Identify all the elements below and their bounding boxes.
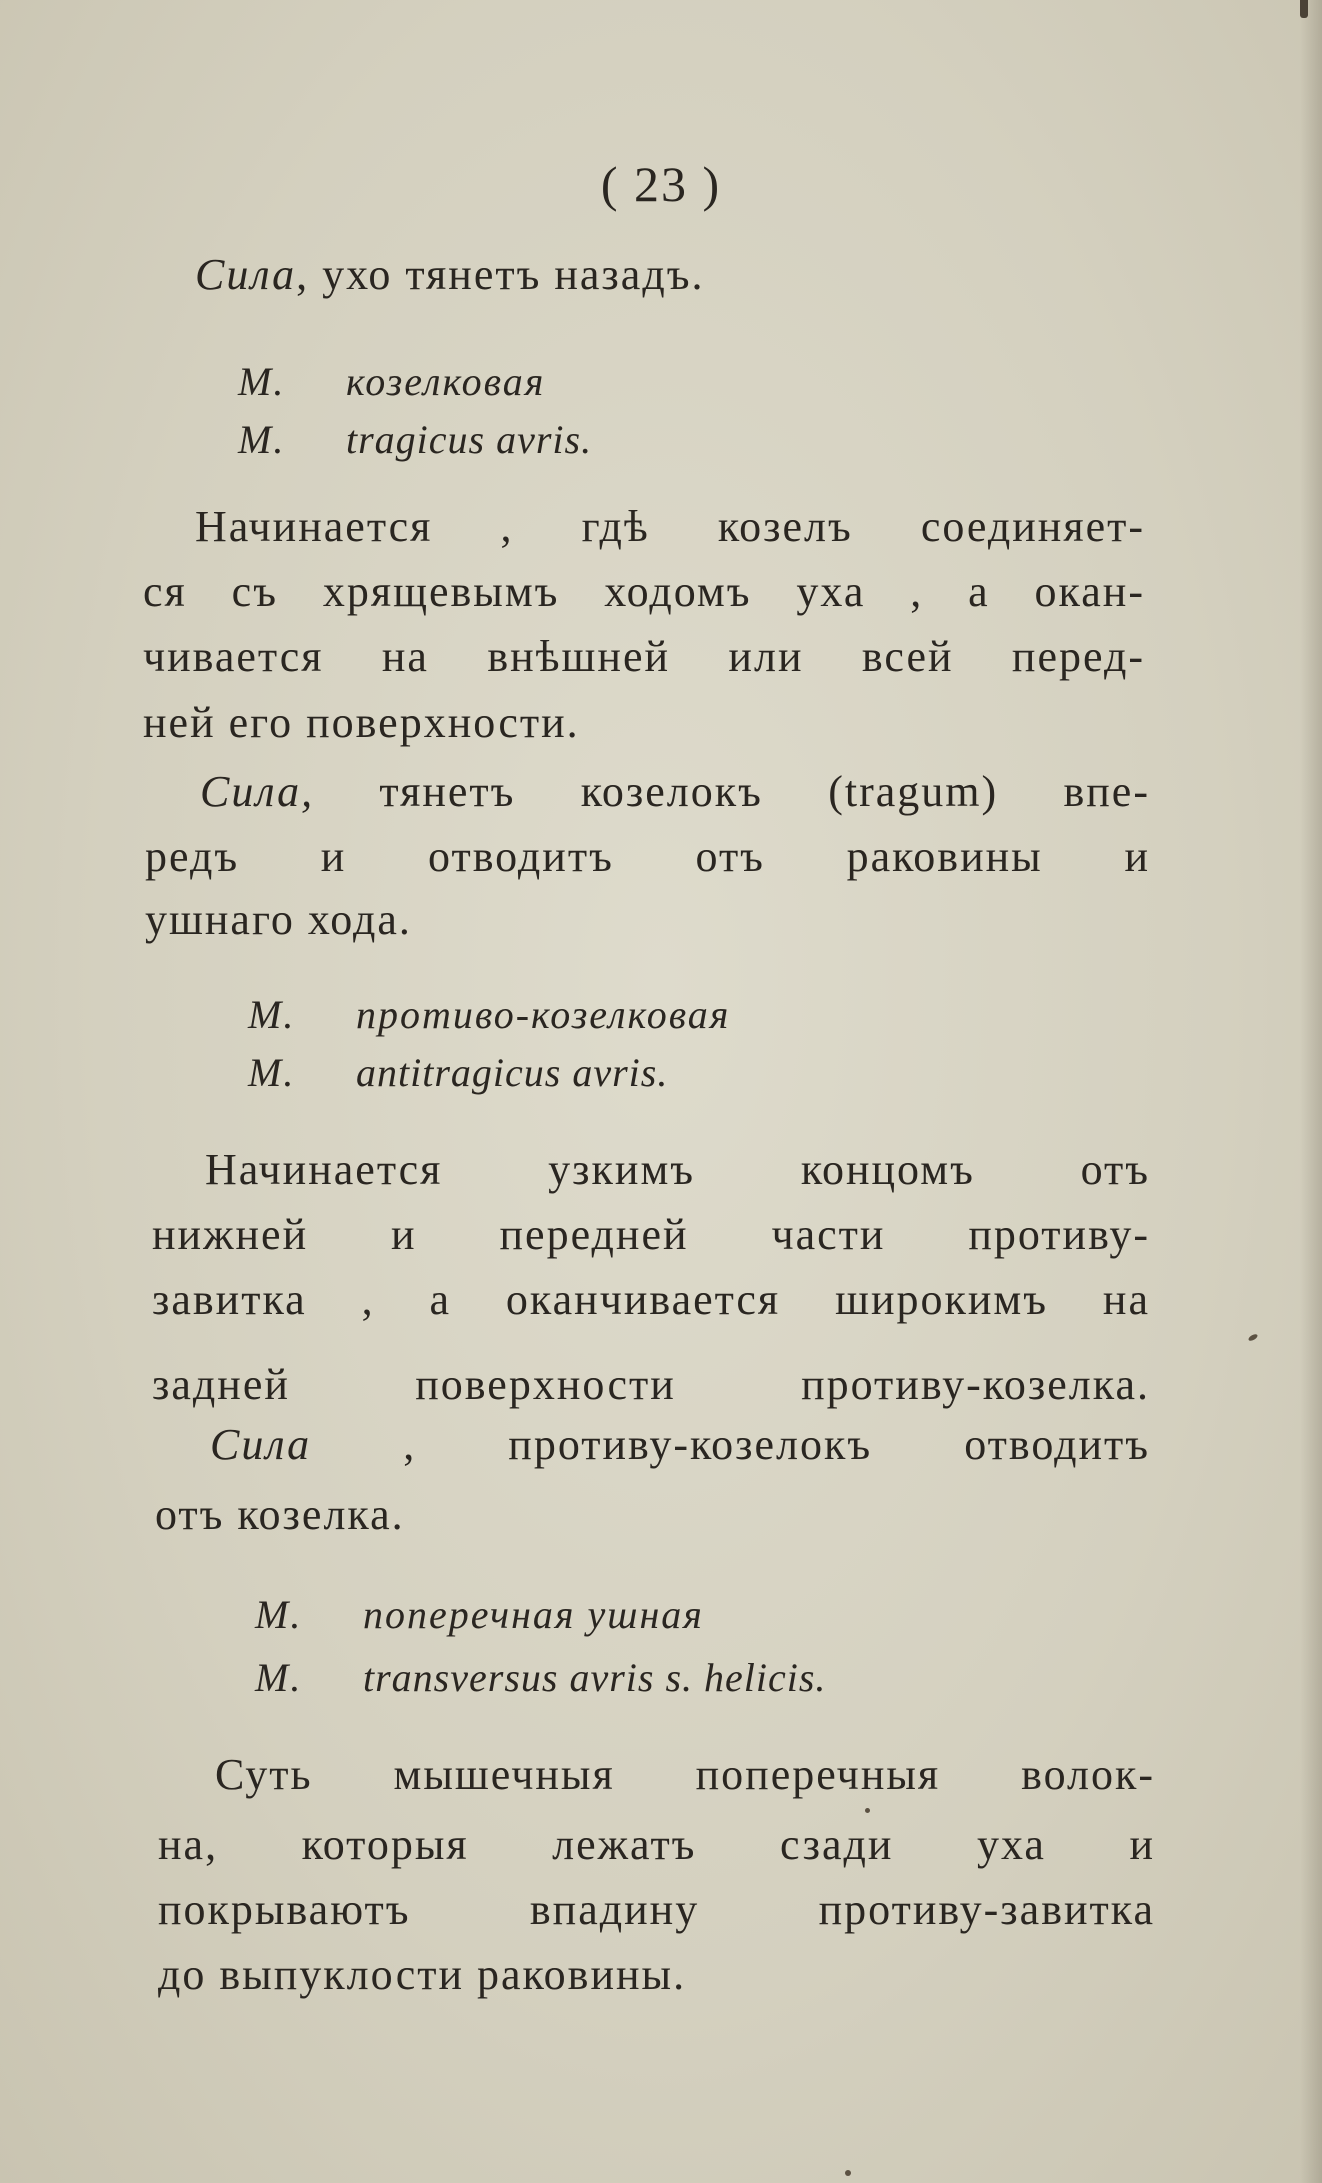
paper-speck bbox=[865, 1808, 870, 1813]
emphasis-word: Сила bbox=[195, 250, 297, 299]
text-line: ушнаго хода. bbox=[145, 895, 412, 944]
text-line: нижней и передней части противу- bbox=[152, 1210, 1150, 1259]
emphasis-word: Сила, bbox=[200, 767, 315, 816]
text-line: Суть мышечныя поперечныя волок- bbox=[215, 1750, 1155, 1799]
paper-speck bbox=[1247, 1333, 1258, 1342]
text-line: чивается на внѣшней или всей перед- bbox=[143, 632, 1145, 681]
muscle-name-ru: M. поперечная ушная bbox=[255, 1592, 704, 1637]
emphasis-word: Сила bbox=[210, 1420, 312, 1469]
text-line: завитка , а оканчивается широкимъ на bbox=[152, 1275, 1150, 1324]
text-line: ся съ хрящевымъ ходомъ уха , а окан- bbox=[143, 567, 1145, 616]
text-line: Сила , противу-козелокъ отводитъ bbox=[210, 1420, 1150, 1469]
binding-mark bbox=[1300, 0, 1308, 18]
text-line: редъ и отводитъ отъ раковины и bbox=[145, 832, 1150, 881]
muscle-name-latin: M. tragicus avris. bbox=[238, 417, 593, 462]
text-line: до выпуклости раковины. bbox=[158, 1950, 687, 1999]
text-line: Начинается , гдѣ козелъ соединяет- bbox=[195, 502, 1145, 551]
paper-speck bbox=[845, 2170, 851, 2176]
text-line: ней его поверхности. bbox=[143, 698, 580, 747]
page-number: ( 23 ) bbox=[600, 156, 722, 212]
muscle-name-latin: M. antitragicus avris. bbox=[248, 1050, 669, 1095]
muscle-name-latin: M. transversus avris s. helicis. bbox=[255, 1655, 827, 1700]
muscle-name-ru: M. противо-козелковая bbox=[248, 992, 731, 1037]
text-line: Начинается узкимъ концомъ отъ bbox=[205, 1145, 1150, 1194]
text-line: покрываютъ впадину противу-завитка bbox=[158, 1885, 1155, 1934]
text-line: Сила, тянетъ козелокъ (tragum) впе- bbox=[200, 767, 1150, 816]
text-line: Сила, ухо тянетъ назадъ. bbox=[195, 250, 705, 299]
page-edge-shadow bbox=[1300, 0, 1322, 2183]
text-line: отъ козелка. bbox=[155, 1490, 405, 1539]
text-line: на, которыя лежатъ сзади уха и bbox=[158, 1820, 1155, 1869]
text-line: задней поверхности противу-козелка. bbox=[152, 1360, 1150, 1409]
muscle-name-ru: M. козелковая bbox=[238, 359, 546, 404]
